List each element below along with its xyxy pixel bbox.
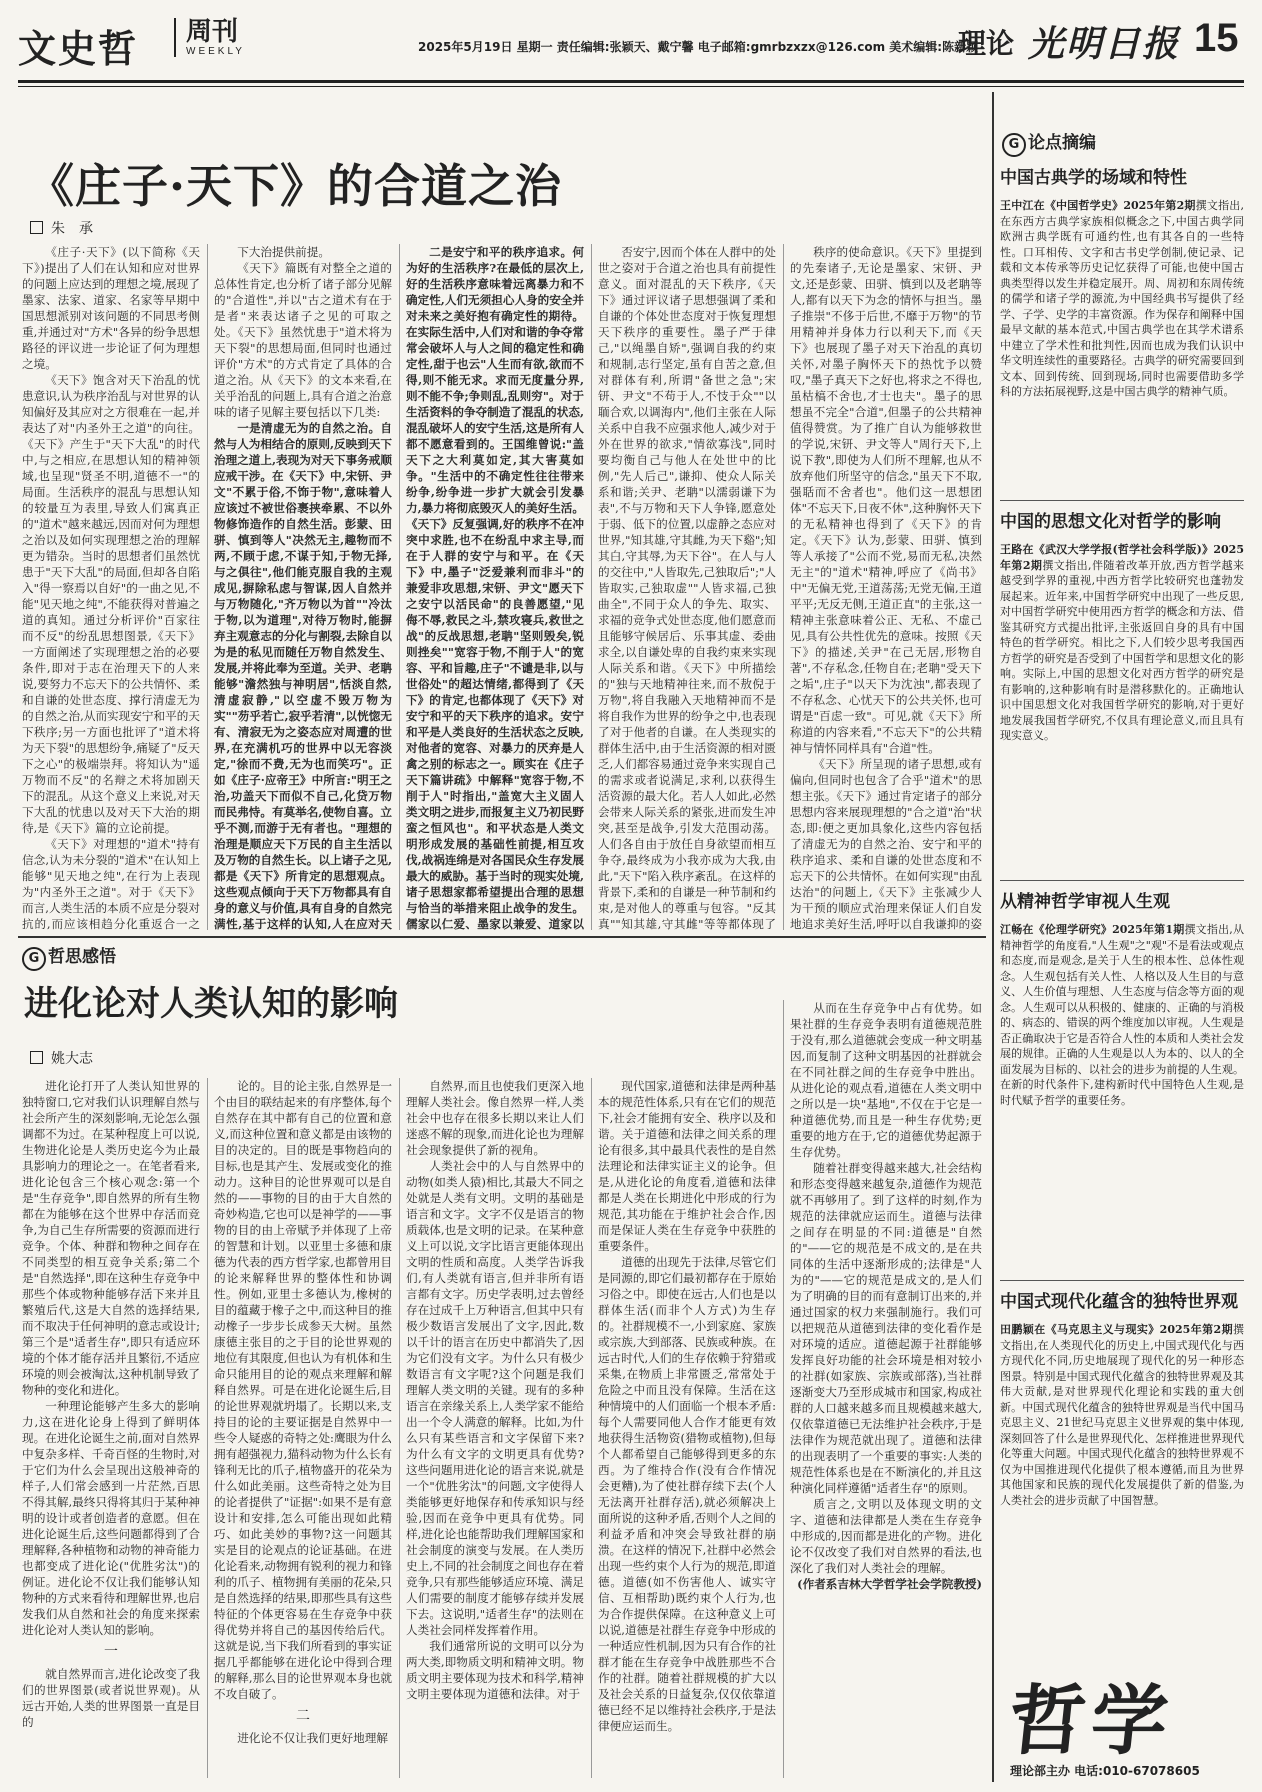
sidebar-item-text: 撰文指出,在东西方古典学家族相似概念之下,中国古典学同欧洲古典学既有可通约性,也有其各自的一些特性。口耳相传、文字和古书史学创制,使记录、记载和文本传承等历史记忆获得了可能,也使中国古典类型得以发生并稳定展开。周、周初和东周传统的儒学和诸子学的源流,为中国经典书写提供了经学、子学、史学的丰富资源。作为保存和阐释中国最早文献的基本范式,中国古典学也在其学术谱系中建立了学术性和批判性,因而也成为我们认识中华文明连续性的重要路径。古典学的研究需要回到文本、回到传统、回到现场,同时也需要借助多学科的方法拓展视野,这是中国古典学的精神气质。 bbox=[1000, 199, 1244, 398]
article2-tag bbox=[22, 942, 116, 971]
paragraph: 《天下》饱含对天下治乱的忧患意识,认为秩序治乱与对世界的认知偏好及其应对之方很难在一起,并表达了对"内圣外王之道"的向往。《天下》产生于"天下大乱"的时代中,与之相应,在思想认知的精神领域,也呈现"贤圣不明,道德不一"的局面。生活秩序的混乱与思想认知的较量互为表里,导致人们寓真正的"道术"越来越远,因而对何为理想之治以及如何实现理想之治的理解更为错杂。当时的思想者们虽然忧患于"天下大乱"的局面,但却各自陷入"得一察焉以自好"的一曲之见,不能"见天地之纯",不能获得对普遍之道的真知。通过分析评价"百家往而不反"的纷乱思想图景,《天下》一方面阐述了实现理想之治的必要条件,即对于志在治理天下的人来说,要努力不忘天下的公共情怀、柔和自谦的处世态度、撑行清虚无为的自然之治,从而实现安宁和平的天下秩序;另一方面也批评了"道术将为天下裂"的思想纷争,痛疑了"反天下之心"的极端崇拜。将知认为"遥万物而不反"的名辩之术将加剧天下的混乱。从这个意义上来说,对天下大乱的忧患以及对天下大治的期待,是《天下》篇的立论前提。 bbox=[22, 373, 200, 835]
sidebar-item-text: 撰文指出,在人类现代化的历史上,中国式现代化与西方现代化不同,历史地展现了现代化的另一种形态图景。特别是中国式现代化蕴含的独特世界观及其伟大贡献,是对世界现代化理论和实践的重大创新。中国式现代化蕴含的独特世界观是当代中国马克思主义、21世纪马克思主义世界观的集中体现,深刻回答了什么是世界现代化、怎样推进世界现代化等重大问题。中国式现代化蕴含的独特世界观不仅为中国推进现代化提供了根本遵循,而且为世界其他国家和民族的现代化发展提供了新的借鉴,为人类社会的进步贡献了中国智慧。 bbox=[1000, 1323, 1244, 1507]
author-note: (作者系吉林大学哲学社会学院教授) bbox=[797, 1577, 982, 1591]
sidebar-item-source: 王路在《武汉大学学报(哲学社会科学版)》2025年第2期 bbox=[1000, 543, 1244, 572]
article2-byline bbox=[30, 1048, 93, 1068]
newspaper-name: 光明日报 bbox=[1028, 23, 1181, 65]
article2-col-1 bbox=[22, 1078, 200, 1778]
paragraph: 进化论不仅让我们更好地理解 bbox=[237, 1731, 388, 1745]
sidebar-item-source: 田鹏颖在《马克思主义与现实》2025年第2期 bbox=[1000, 1323, 1233, 1336]
article1-author: 朱 承 bbox=[51, 221, 93, 237]
article1-col-1 bbox=[22, 244, 200, 930]
article2-col-5 bbox=[790, 1000, 982, 1778]
article1-col-2 bbox=[214, 244, 392, 930]
sidebar-item-text: 撰文指出,伴随着改革开放,西方哲学越来越受到学界的重视,中西方哲学比较研究也蓬勃发展起来。近年来,中国哲学研究中出现了一些反思,对中国哲学研究中使用西方哲学的概念和方法、借鉴其研究方式提出批评,主张返回自身的具有中国特色的哲学研究。相比之下,人们较少思考我国西方哲学的研究是否受到了中国哲学和思想文化的影响。实际上,中国的思想文化对西方哲学的研究是有影响的,这种影响有时是潜移默化的。正确地认识中国思想文化对我国哲学研究的影响,对于更好地发展我国哲学研究,不仅具有理论意义,而且具有现实意义。 bbox=[1000, 558, 1244, 742]
sidebar-item-title: 中国古典学的场域和特性 bbox=[1000, 168, 1187, 188]
paragraph: 现代国家,道德和法律是两种基本的规范性体系,只有在它们的规范下,社会才能拥有安全、秩序以及和谐。关于道德和法律之间关系的理论有很多,其中最具代表性的是自然法理论和法律实证主义的论争。但是,从进化论的角度看,道德和法律都是人类在长期进化中形成的行为规范,其功能在于维护社会合作,因而是保证人类在生存竞争中获胜的重要条件。 bbox=[598, 1079, 776, 1253]
paragraph: 论的。目的论主张,自然界是一个由目的联结起来的有序整体,每个自然存在其中都有自己的位置和意义,而这种位置和意义都是由该物的目的决定的。目的既是事物趋向的目标,也是其产生、发展或变化的推动力。这种目的论世界观可以是自然的——事物的目的由于大自然的奇妙构造,它也可以是神学的——事物的目的由上帝赋予并体现了上帝的智慧和计划。以亚里士多德和康德为代表的西方哲学家,也都曾用目的论来解释世界的整体性和协调性。例如,亚里士多德认为,橡树的目的蕴藏于橡子之中,而这种目的推动橡子一步步长成参天大树。虽然康德主张目的之于目的论世界观的地位有其限度,但也认为有机体和生命只能用目的论的观点来理解和解释自然界。可是在进化论诞生后,目的论世界观就坍塌了。长期以来,支持目的论的主要证据是自然界中一些令人疑惑的奇特之处:鹰眼为什么拥有超强视力,猫科动物为什么长有锋利无比的爪子,植物盛开的花朵为什么如此美丽。这些奇特之处为目的论者提供了"证据":如果不是有意设计和安排,怎么可能出现如此精巧、如此美妙的事物?这一问题其实是目的论观点的论证基础。在进化论看来,动物拥有锐利的视力和锋利的爪子、植物拥有美丽的花朵,只是自然选择的结果,即那些具有这些特征的个体更容易在生存竞争中获得优势并将自己的基因传给后代。这就是说,当下我们所看到的事实证据几乎都能够在进化论中得到合理的解释,那么目的论世界观本身也就不攻自破了。 bbox=[214, 1079, 392, 1701]
paragraph: 《天下》所呈现的诸子思想,或有偏向,但同时也包含了合乎"道术"的思想主张。《天下》通过肯定诸子的部分思想内容来展现理想的"合之道"治"状态,即:便之更加具象化,这些内容包括了清虚无为的自然之治、安宁和平的秩序追求、柔和自谦的处世态度和不忘天下的公共情怀。在如何实现"由乱达治"的问题上,《天下》主张减少人为干预的顺应式治理来保证人们自发地追求美好生活,呼吁以自我谦抑的姿 bbox=[790, 757, 982, 930]
paragraph: 《天下》对理想的"道术"持有信念,认为未分裂的"道术"在认知上能够"见天地之纯",在行为上表现为"内圣外王之道"。对于《天下》而言,人类生活的本质不应是分裂对抗的,而应该相趋分化重返合一之 bbox=[22, 837, 200, 930]
article1-byline bbox=[30, 218, 93, 238]
article2-col-3 bbox=[406, 1078, 584, 1778]
sidebar-tag bbox=[1002, 128, 1096, 157]
section-number: 一 bbox=[104, 1644, 118, 1660]
paragraph: 进化论打开了人类认知世界的独特窗口,它对我们认识理解自然与社会所产生的深刻影响,无论怎么强调都不为过。在某种程度上可以说,生物进化论是人类历史迄今为止最具影响力的理论之一。在笔者看来,进化论包含三个核心观念:第一个是"生存竞争",即自然界的所有生物都在为能够在这个世界中存活而竞争,为自己生存所需要的资源而进行竞争。个体、种群和物种之间存在不同类型的相互竞争关系;第二个是"自然选择",即在这种生存竞争中那些个体或物种能够存活下来并且繁殖后代,这是大自然的选择结果,而不取决于任何神明的意志或设计;第三个是"适者生存",即只有适应环境的个体才能存活并且繁衍,不适应环境的则会被淘汰,这种机制导致了物种的变化和进化。 bbox=[22, 1079, 200, 1397]
sidebar-item-body bbox=[1000, 1322, 1244, 1652]
section-name: 理论 bbox=[958, 27, 1015, 60]
section-number: 二 bbox=[296, 1708, 310, 1724]
sidebar-tag-label: 论点摘编 bbox=[1028, 133, 1096, 153]
sidebar-item bbox=[1000, 510, 1244, 862]
paragraph: 从而在生存竞争中占有优势。如果社群的生存竞争表明有道德规范胜于没有,那么道德就会变成一种文明基因,而复制了这种文明基因的社群就会在不同社群之间的生存竞争中胜出。从进化论的观点看,道德在人类文明中之所以是一块"基地",不仅在于它是一种道德优势,而且是一种生存优势;更重要的地方在于,它的道德优势起源于生存优势。 bbox=[790, 1001, 982, 1159]
article2-title: 进化论对人类认知的影响 bbox=[24, 984, 398, 1024]
paragraph: 人类社会中的人与自然界中的动物(如类人猿)相比,其最大不同之处就是人类有文明。文明的基础是语言和文字。文字不仅是语言的物质载体,也是文明的记录。在某种意义上可以说,文字比语言更能体现出文明的性质和高度。人类学告诉我们,有人类就有语言,但并非所有语言都有文字。历史学表明,过去曾经存在过成千上万种语言,但其中只有极少数语言发展出了文字,因此,数以千计的语言在历史中都消失了,因为它们没有文字。为什么只有极少数语言有文字呢?这个问题是我们理解人类文明的关键。现有的多种语言在亲缘关系上,人类学家不能给出一个令人满意的解释。比如,为什么只有某些语言和文字保留下来?为什么有文字的文明更具有优势?这些问题用进化论的语言来说,就是一个"优胜劣汰"的问题,文字使得人类能够更好地保存和传承知识与经验,因而在竞争中更具有优势。同样,进化论也能帮助我们理解国家和社会制度的演变与发展。在人类历史上,不同的社会制度之间也存在着竞争,只有那些能够适应环境、满足人们需要的制度才能够存续并发展下去。这说明,"适者生存"的法则在人类社会同样发挥着作用。 bbox=[406, 1159, 584, 1637]
sidebar-item-text: 撰文指出,从精神哲学的角度看,"人生观"之"观"不是看法或观点和态度,而是观念,是关于人生的根本性、总体性观念。人生观包括有关人性、人格以及人生目的与意义、人生价值与理想、人生态度与信念等方面的观念。人生观可以从积极的、健康的、正确的与消极的、病态的、错误的两个维度加以审视。人生观是否正确取决于它是否符合人性的本质和人类社会发展的规律。正确的人生观是以人为本的、以人的全面发展为目标的、以社会的进步为前提的人生观。在新的时代条件下,建构新时代中国特色人生观,是时代赋予哲学的重要任务。 bbox=[1000, 923, 1244, 1107]
sidebar-item-title: 中国的思想文化对哲学的影响 bbox=[1000, 512, 1221, 532]
article1-col-5 bbox=[790, 244, 982, 930]
column-logo: 文史哲 bbox=[18, 26, 139, 71]
subsection-paragraph: 一是清虚无为的自然之治。自然与人为相结合的原则,反映到天下治理之道上,表现为对天下事务戒顺应戒干涉。在《天下》中,宋钘、尹文"不累于俗,不饰于物",意味着人应该过不被世俗裹挟牵累、不以外物修饰造作的自然生活。彭蒙、田骈、慎到等人"决然无主,趣物而不两,不顾于虑,不谋于知,于物无择,与之俱往",他们能克服自我的主观成见,摒除私虑与智谋,因人自然并与万物随化,"齐万物以为首""冷汰于物,以为道理",对待万物时,能摒弃主观意志的分化与割裂,去除自以为是的私见而随任万物自然发生、发展,并将此奉为至道。关尹、老聃能够"澹然独与神明居",恬淡自然,清虚寂静,"以空虚不毁万物为实""芴乎若亡,寂乎若清",以恍惚无有、清寂无为之姿态应对周遭的世界,在充满机巧的世界中以无容淡定,"徐而不费,无为也而笑巧"。正如《庄子·应帝王》中所言:"明王之治,功盖天下而似不自己,化贷万物而民弗恃。有莫举名,使物自喜。立乎不测,而游于无有者也。"理想的治理是顺应天下万民的自主生活以及万物的自然生长。以上诸子之见,都是《天下》所肯定的思想观点。这些观点倾向于天下万物都具有自身的意义与价值,具有自身的自然完满性,基于这样的认知,人在应对天 bbox=[214, 421, 392, 930]
sidebar-item bbox=[1000, 166, 1244, 490]
g-icon: G bbox=[1002, 133, 1026, 157]
sidebar-item bbox=[1000, 1290, 1244, 1652]
article2-tag-label: 哲思感悟 bbox=[48, 947, 116, 967]
sidebar-item-body bbox=[1000, 542, 1244, 862]
paragraph: 就自然界而言,进化论改变了我们的世界图景(或者说世界观)。从远古开始,人类的世界图景一直是目的 bbox=[22, 1667, 200, 1729]
paragraph: 秩序的使命意识。《天下》里提到的先秦诸子,无论是墨家、宋钘、尹文,还是彭蒙、田骈、慎到以及老聃等人,都有以天下为念的情怀与担当。墨子推崇"不侈于后世,不靡于万物"的节用精神并身体力行以利天下,而《天下》也展现了墨子对天下治乱的真切关怀,对墨子胸怀天下的热忱予以赞叹,"墨子真天下之好也,将求之不得也,虽枯槁不舍也,才士也夫"。墨子的思想虽不完全"合道",但墨子的公共精神值得赞赏。为了推广自认为能够救世的学说,宋钘、尹文等人"周行天下,上说下教",即使为人们所不理解,也从不放弃他们所坚守的信念,"虽天下不取,强聒而不舍者也"。他们这一思想团体"不忘天下,日夜不休",这种胸怀天下的无私精神也得到了《天下》的肯定。《天下》认为,彭蒙、田骈、慎到等人承接了"公而不党,易而无私,决然无主"的"道术"精神,呼应了《尚书》中"无偏无党,王道荡荡;无党无偏,王道平平;无反无侧,王道正直"的主张,这一精神主张意味着公正、无私、不虚己见,具有公共性优先的意味。按照《天下》的描述,关尹"在己无居,形物自著",不存私念,任物自在;老聃"受天下之垢",庄子"以天下为沈浊",都表现了不存私念、心忧天下的公共关怀,也可谓是"百虑一致"。可见,就《天下》所称道的内容来看,"不忘天下"的公共精神与情怀同样具有"合道"性。 bbox=[790, 245, 982, 755]
sidebar-item-body bbox=[1000, 922, 1244, 1292]
masthead-rule bbox=[18, 80, 1244, 83]
weekly-en: WEEKLY bbox=[186, 46, 245, 57]
calligraphy-logo: 哲学 bbox=[1004, 1676, 1179, 1765]
article2-col-4 bbox=[598, 1078, 776, 1778]
article2-author: 姚大志 bbox=[51, 1051, 93, 1067]
paragraph: 自然界,而且也使我们更深入地理解人类社会。像自然界一样,人类社会中也存在很多长期以来让人们迷惑不解的现象,而进化论也为理解社会现象提供了新的视角。 bbox=[406, 1079, 584, 1157]
sidebar-item-body bbox=[1000, 198, 1244, 490]
subsection-paragraph: 二是安宁和平的秩序追求。何为好的生活秩序?在最低的层次上,好的生活秩序意味着远离暴力和不确定性,人们无须担心人身的安全并对未来之美好抱有确定性的期待。在实际生活中,人们对和谐的争夺常常会破坏人与人之间的稳定性和确定性,甜于也云"人生而有欲,欲而不得,则不能无求。求而无度量分界,则不能不争;争则乱,乱则穷"。对于生活资料的争夺制造了混乱的状态,混乱破坏人的安宁生活,这是所有人都不愿意看到的。王国维曾说:"盖天下之大利莫如定,其大害莫如争。"生活中的不确定性往往带来纷争,纷争进一步扩大就会引发暴力,暴力将彻底毁灭人的美好生活。《天下》反复强调,好的秩序不在冲突中求胜,也不在纷乱中求主导,而在于人群的安宁与和平。在《天下》中,墨子"泛爱兼利而非斗"的兼爱非攻思想,宋钘、尹文"愿天下之安宁以活民命"的良善愿望,"见侮不辱,救民之斗,禁攻寝兵,救世之战"的反战思想,老聃"坚则毁矣,锐则挫矣""宽容于物,不削于人"的宽容、平和旨趣,庄子"不谴是非,以与世俗处"的超达情绪,都得到了《天下》的肯定,也都体现了《天下》对安宁和平的天下秩序的追求。安宁和平是人类良好的生活状态之反映,对他者的宽容、对暴力的厌弃是人禽之别的标志之一。顾实在《庄子天下篇讲疏》中解释"宽容于物,不削于人"时指出,"盖宽大主义固人类文明之进步,而报复主义乃初民野蛮之恒风也"。和平状态是人类文明形成发展的基础性前提,相互攻伐,战祸连绵是对各国民众生存发展最大的威胁。基于当时的现实处境,诸子思想家都希望提出合理的思想与恰当的举措来阻止战争的发生。儒家以仁爱、墨家以兼爱、道家以 bbox=[406, 245, 584, 930]
article1-title: 《庄子·天下》的合道之治 bbox=[28, 159, 563, 213]
issue-info: 2025年5月19日 星期一 责任编辑:张颖天、戴宁馨 电子邮箱:gmrbzxzx@126.com 美术编辑:陈新颖 bbox=[418, 40, 979, 54]
paragraph: 随着社群变得越来越大,社会结构和形态变得越来越复杂,道德作为规范就不再够用了。到了这样的时刻,作为规范的法律就应运而生。道德与法律之间存在明显的不同:道德是"自然的"——它的规范是不成文的,是在共同体的生活中逐渐形成的;法律是"人为的"——它的规范是成文的,是人们为了明确的目的而有意制订出来的,并通过国家的权力来强制施行。我们可以把规范从道德到法律的变化看作是对环境的适应。道德起源于社群能够发挥良好功能的社会环境是相对较小的社群(如家族、宗族或部落),当社群逐渐变大乃至形成城市和国家,构成社群的人口越来越多而且规模越来越大,仅依靠道德已无法维护社会秩序,于是法律作为规范就出现了。道德和法律的出现表明了一个重要的事实:人类的规范性体系也是在不断演化的,并且这种演化同样遵循"适者生存"的原则。 bbox=[790, 1161, 982, 1495]
paragraph: 道德的出现先于法律,尽管它们是同源的,即它们最初都存在于原始习俗之中。即使在远古,人们也是以群体生活(而非个人方式)为生存的。社群规模不一,小到家庭、家族或宗族,大到部落、民族或种族。在远古时代,人们的生存依赖于狩猎或采集,在物质上非常匮乏,常常处于危险之中而且没有保障。生活在这种情境中的人们面临一个根本矛盾:每个人需要同他人合作才能更有效地获得生活物资(猎物或植物),但每个人都希望自己能够得到更多的东西。为了维持合作(没有合作情况会更糟),为了使社群存续下去(个人无法离开社群存活),就必须解决上面所说的这种矛盾,否则个人之间的利益矛盾和冲突会导致社群的崩溃。在这样的情况下,社群中必然会出现一些约束个人行为的规范,即道德。道德(如不伤害他人、诚实守信、互相帮助)既约束个人行为,也为合作提供保障。在这种意义上可以说,道德是社群生存竞争中形成的一种适应性机制,因为只有合作的社群才能在生存竞争中战胜那些不合作的社群。随着社群规模的扩大以及社会关系的日益复杂,仅仅依靠道德已经不足以维持社会秩序,于是法律便应运而生。 bbox=[598, 1255, 776, 1733]
weekly-zh: 周刊 bbox=[186, 17, 239, 47]
sidebar-item-source: 王中江在《中国哲学史》2025年第2期 bbox=[1000, 199, 1196, 212]
paragraph: 否安宁,因而个体在人群中的处世之姿对于合道之治也具有前提性意义。面对混乱的天下秩序,《天下》通过评议诸子思想强调了柔和自谦的个体处世态度对于恢复理想天下秩序的重要性。墨子严于律己,"以绳墨自矫",强调自我的约束和规制,志行坚定,虽有自苦之意,但对群体有利,所谓"备世之急";宋钘、尹文"不苟于人,不忮于众""以聏合欢,以调海内",他们主张在人际关系中自我不应强求他人,减少对于外在世界的欲求,"情欲寡浅",同时要均衡自己与他人在处世中的比例,"先人后己",谦抑、使众人际关系和谐;关尹、老聃"以濡弱谦下为表",不与万物和天下人争锋,愿意处于弱、低下的位置,以虚静之态应对世界,"知其雄,守其雌,为天下谿";知其白,守其辱,为天下谷"。在人与人的交往中,"人皆取先,己独取后";"人皆取实,己独取虚""人皆求福,己独曲全",不同于众人的争先、取实、求福的竞争式处世态度,他们愿意而且能够守候居后、乐事其虚、委曲求全,以自谦处卑的自我约束来实现人际关系和谐。《天下》中所描绘的"独与天地精神往来,而不敖倪于万物",将自我融入天地精神而不是将自我作为世界的纷争之中,也表现了对于他者的自谦。在人类现实的群体生活中,由于生活资源的相对匮乏,人们都容易通过竞争来实现自己的需求或者说满足,求利,以获得生活资源的最大化。若人人如此,必然会带来人际关系的紧张,进而发生冲突,甚至是战争,引发大范围动荡。人们各自由于放任自身欲望而相互争夺,最终成为小我亦成为大我,由此,"天下"陷入秩序紊乱。在这样的背景下,柔和的自谦是一种节制和约束,是对他人的尊重与包容。"反其真""知其雄,守其雌"等等都体现了 bbox=[598, 245, 776, 930]
sidebar-item-title: 中国式现代化蕴含的独特世界观 bbox=[1000, 1292, 1238, 1312]
g-icon: G bbox=[22, 947, 46, 971]
masthead-rule-thin bbox=[18, 86, 1244, 87]
sidebar-item bbox=[1000, 890, 1244, 1292]
sidebar-item-source: 江畅在《伦理学研究》2025年第1期 bbox=[1000, 923, 1185, 936]
paragraph: 《庄子·天下》(以下简称《天下》)提出了人们在认知和应对世界的问题上应达到的理想之境,展现了墨家、法家、道家、名家等早期中国思想派别对该问题的不同思考侧重,并通过对"方术"各异的纷争思想路径的评议进一步论证了何为理想之境。 bbox=[22, 245, 200, 371]
paragraph: 一种理论能够产生多大的影响力,这在进化论身上得到了鲜明体现。在进化论诞生之前,面对自然界中复杂多样、千奇百怪的生物时,对于它们为什么会呈现出这般神奇的样子,人们常会感到一片茫然,百思不得其解,最终只得将其归于某种神明的设计或者创造者的意愿。但在进化论诞生后,这些问题都得到了合理解释,各种植物和动物的神奇能力也都变成了进化论("优胜劣汰")的例证。进化论不仅让我们能够认知物种的方式来看待和理解世界,也启发我们从自然和社会的角度来探索进化论对人类认知的影响。 bbox=[22, 1399, 200, 1637]
article1-col-3 bbox=[406, 244, 584, 930]
department-footer: 理论部主办 电话:010-67078605 bbox=[1010, 1764, 1200, 1778]
article1-col-4 bbox=[598, 244, 776, 930]
paragraph: 我们通常所说的文明可以分为两大类,即物质文明和精神文明。物质文明主要体现为技术和科学,精神文明主要体现为道德和法律。对于 bbox=[406, 1639, 584, 1701]
sidebar-item-title: 从精神哲学审视人生观 bbox=[1000, 892, 1170, 912]
weekly-label bbox=[174, 18, 245, 57]
paragraph: 质言之,文明以及体现文明的文字、道德和法律都是人类在生存竞争中形成的,因而都是进化的产物。进化论不仅改变了我们对自然界的看法,也深化了我们对人类社会的理解。 bbox=[790, 1497, 982, 1575]
paragraph: 下大治提供前提。 bbox=[237, 245, 330, 259]
page-number: 15 bbox=[1194, 16, 1239, 60]
masthead bbox=[18, 10, 1244, 74]
article2-col-2 bbox=[214, 1078, 392, 1778]
paragraph: 《天下》篇既有对整全之道的总体性肯定,也分析了诸子部分见解的"合道性",并以"古之道术有在于是者"来表达诸子之见的可取之处。《天下》虽然忧患于"道术将为天下裂"的思想局面,但同时也通过评价"方术"的方式肯定了具体的合道之治。从《天下》的文本来看,在关乎治乱的问题上,具有合道之治意味的诸子见解主要包括以下几类: bbox=[214, 261, 392, 419]
